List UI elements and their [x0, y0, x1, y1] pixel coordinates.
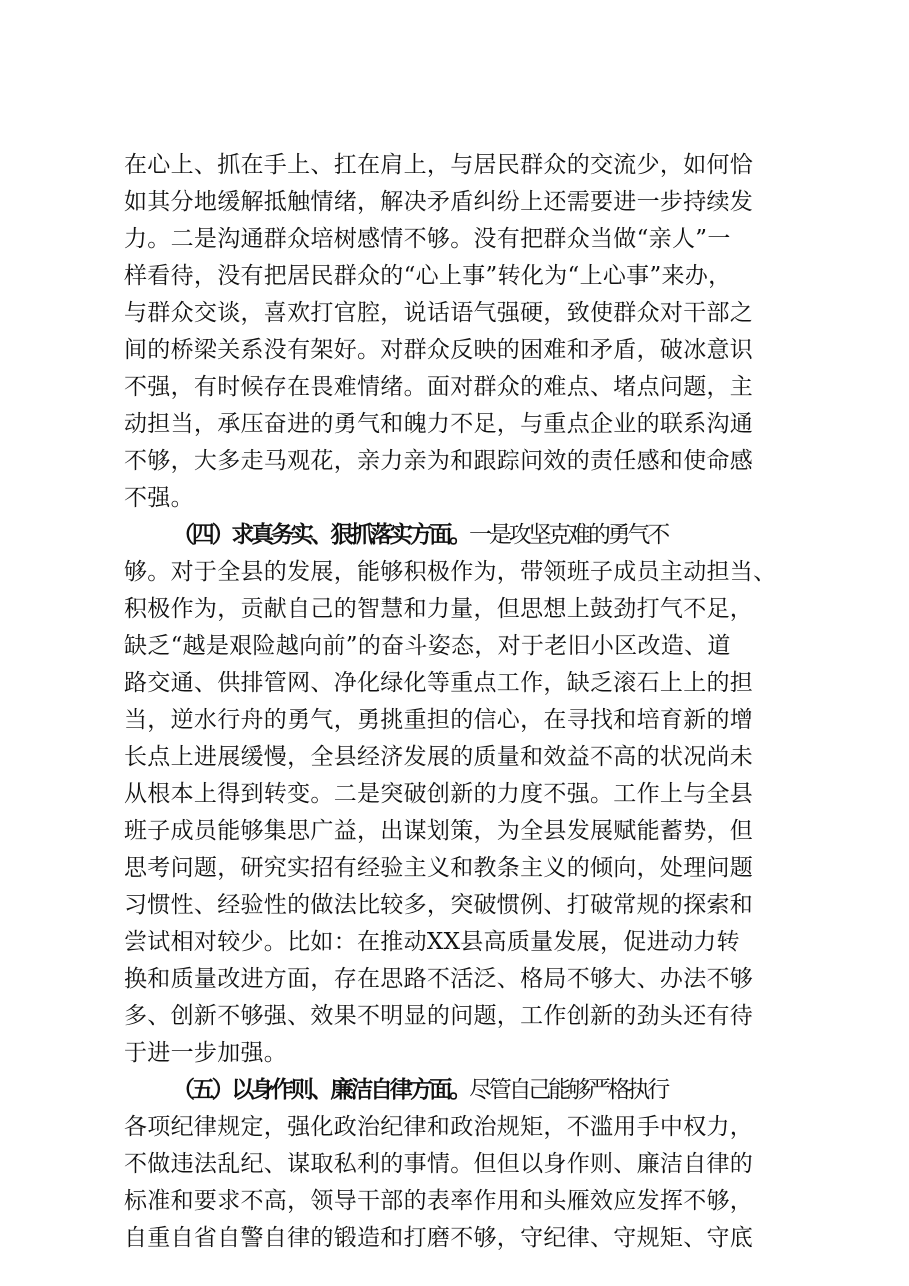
text-line	[124, 409, 824, 439]
text-line	[124, 594, 824, 624]
line-text: 积极作为，贡献自己的智慧和力量，但思想上鼓劲打气不足，	[124, 596, 754, 622]
section-heading: （四）求真务实、狠抓落实方面。	[172, 521, 470, 548]
section-heading-line	[172, 520, 872, 550]
text-line	[124, 890, 824, 920]
text-line	[124, 1223, 824, 1253]
text-line	[124, 742, 824, 772]
text-line	[124, 631, 824, 661]
line-text: 尝试相对较少。比如：在推动XX县高质量发展，促进动力转	[124, 929, 740, 955]
text-line	[124, 187, 824, 217]
line-text: 缺乏“越是艰险越向前”的奋斗姿态，对于老旧小区改造、道	[124, 633, 731, 659]
line-text: 不强。	[124, 485, 194, 511]
line-text: 如其分地缓解抵触情绪，解决矛盾纠纷上还需要进一步持续发	[124, 189, 754, 215]
text-line	[124, 705, 824, 735]
text-line	[124, 298, 824, 328]
text-line	[124, 779, 824, 809]
text-line	[124, 446, 824, 476]
text-line	[124, 1112, 824, 1142]
line-text: 从根本上得到转变。二是突破创新的力度不强。工作上与全县	[124, 781, 754, 807]
text-line	[124, 927, 824, 957]
line-text: 当，逆水行舟的勇气，勇挑重担的信心，在寻找和培育新的增	[124, 707, 754, 733]
line-text: 班子成员能够集思广益，出谋划策，为全县发展赋能蓄势，但	[124, 818, 754, 844]
line-text: 路交通、供排管网、净化绿化等重点工作，缺乏滚石上上的担	[124, 670, 754, 696]
line-text: 思考问题，研究实招有经验主义和教条主义的倾向，处理问题	[124, 855, 754, 881]
line-text: 尽管自己能够严格执行	[469, 1077, 668, 1103]
text-line	[124, 1149, 824, 1179]
line-text: 不强，有时候存在畏难情绪。面对群众的难点、堵点问题，主	[124, 374, 754, 400]
line-text: 一是攻坚克难的勇气不	[469, 522, 668, 548]
text-line	[124, 150, 824, 180]
line-text: 力。二是沟通群众培树感情不够。没有把群众当做“亲人”一	[124, 226, 731, 252]
line-text: 长点上进展缓慢，全县经济发展的质量和效益不高的状况尚未	[124, 744, 754, 770]
text-line	[124, 1186, 824, 1216]
text-line	[124, 261, 824, 291]
line-text: 不做违法乱纪、谋取私利的事情。但但以身作则、廉洁自律的	[124, 1151, 754, 1177]
text-line	[124, 335, 824, 365]
line-text: 换和质量改进方面，存在思路不活泛、格局不够大、办法不够	[124, 966, 754, 992]
text-line	[124, 483, 824, 513]
line-text: 多、创新不够强、效果不明显的问题，工作创新的劲头还有待	[124, 1003, 754, 1029]
line-text: 样看待，没有把居民群众的“心上事”转化为“上心事”来办，	[124, 263, 732, 289]
line-text: 标准和要求不高，领导干部的表率作用和头雁效应发挥不够，	[124, 1188, 754, 1214]
text-line	[124, 964, 824, 994]
text-line	[124, 816, 824, 846]
line-text: 在心上、抓在手上、扛在肩上，与居民群众的交流少，如何恰	[124, 152, 754, 178]
text-line	[124, 1038, 824, 1068]
text-line	[124, 224, 824, 254]
line-text: 各项纪律规定，强化政治纪律和政治规矩，不滥用手中权力，	[124, 1114, 754, 1140]
section-heading: （五）以身作则、廉洁自律方面。	[172, 1076, 470, 1103]
text-line	[124, 853, 824, 883]
line-text: 间的桥梁关系没有架好。对群众反映的困难和矛盾，破冰意识	[124, 337, 754, 363]
text-line	[124, 557, 824, 587]
line-text: 够。对于全县的发展，能够积极作为，带领班子成员主动担当、	[124, 559, 777, 585]
line-text: 与群众交谈，喜欢打官腔，说话语气强硬，致使群众对干部之	[124, 300, 754, 326]
line-text: 自重自省自警自律的锻造和打磨不够，守纪律、守规矩、守底	[124, 1225, 754, 1251]
text-line	[124, 1001, 824, 1031]
text-line	[124, 668, 824, 698]
line-text: 不够，大多走马观花，亲力亲为和跟踪问效的责任感和使命感	[124, 448, 754, 474]
line-text: 于进一步加强。	[124, 1040, 288, 1066]
line-text: 动担当，承压奋进的勇气和魄力不足，与重点企业的联系沟通	[124, 411, 754, 437]
line-text: 习惯性、经验性的做法比较多，突破惯例、打破常规的探索和	[124, 892, 754, 918]
section-heading-line	[172, 1075, 872, 1105]
text-line	[124, 372, 824, 402]
